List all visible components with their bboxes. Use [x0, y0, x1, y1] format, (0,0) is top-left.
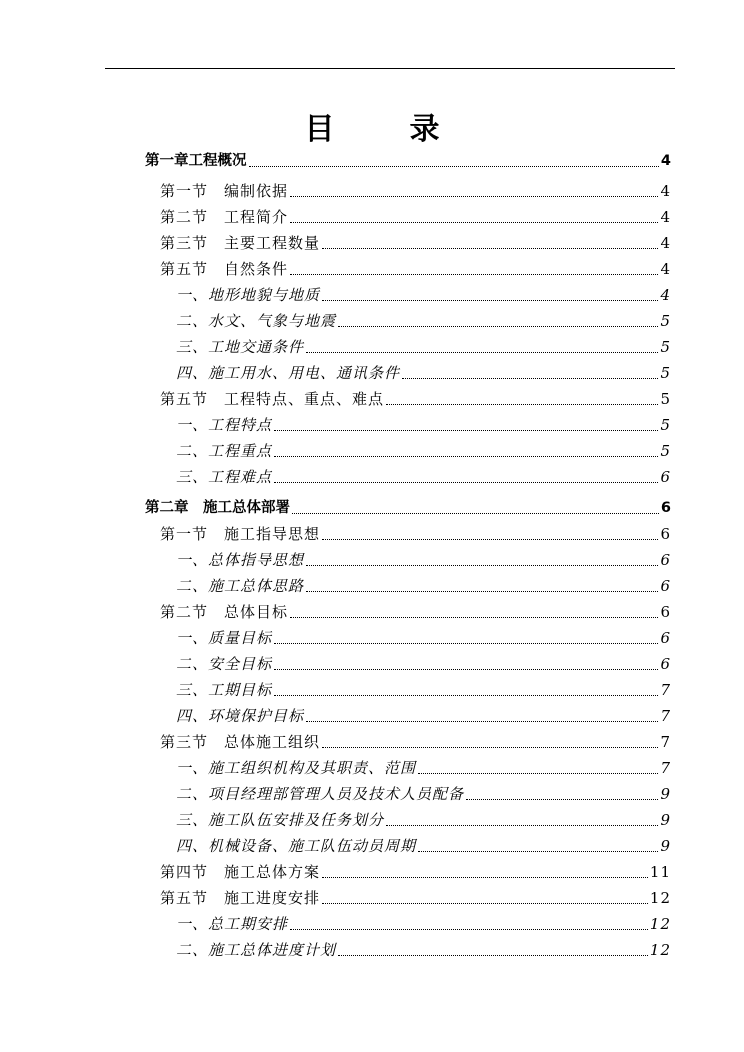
toc-dot-leader	[322, 877, 648, 878]
toc-entry-label: 第三节 主要工程数量	[160, 234, 321, 252]
toc-dot-leader	[249, 166, 659, 167]
toc-dot-leader	[274, 695, 658, 696]
toc-entry-label: 第一节 施工指导思想	[160, 525, 321, 543]
toc-entry[interactable]	[176, 333, 671, 357]
toc-entry-label: 二、施工总体进度计划	[176, 941, 337, 959]
toc-entry[interactable]	[176, 624, 671, 648]
toc-entry[interactable]	[176, 780, 671, 804]
toc-dot-leader	[306, 352, 658, 353]
toc-entry-label: 二、项目经理部管理人员及技术人员配备	[176, 785, 465, 803]
toc-entry-page: 9	[660, 811, 671, 829]
toc-entry-page: 7	[660, 759, 671, 777]
toc-entry-page: 5	[660, 312, 671, 330]
toc-entry-page: 5	[660, 390, 671, 408]
toc-entry-page: 4	[660, 234, 671, 252]
toc-entry-page: 7	[660, 707, 671, 725]
toc-entry[interactable]	[176, 832, 671, 856]
toc-entry[interactable]	[160, 177, 671, 201]
toc-entry-page: 4	[660, 260, 671, 278]
toc-entry-label: 一、总工期安排	[176, 915, 289, 933]
toc-entry[interactable]	[160, 229, 671, 253]
toc-entry-page: 6	[660, 525, 671, 543]
toc-dot-leader	[292, 513, 659, 514]
toc-entry-page: 12	[649, 915, 671, 933]
toc-entry-page: 9	[660, 785, 671, 803]
toc-entry-page: 9	[660, 837, 671, 855]
toc-entry-page: 4	[660, 153, 671, 169]
toc-title-char-2: 录	[409, 112, 440, 147]
toc-dot-leader	[274, 456, 658, 457]
toc-entry[interactable]	[160, 520, 671, 544]
toc-entry-page: 12	[649, 889, 671, 907]
toc-entry-label: 第一章工程概况	[145, 153, 247, 169]
toc-dot-leader	[274, 482, 658, 483]
toc-entry[interactable]	[176, 463, 671, 487]
toc-dot-leader	[290, 617, 658, 618]
toc-entry-label: 三、工期目标	[176, 681, 273, 699]
toc-entry-label: 第五节 工程特点、重点、难点	[160, 390, 385, 408]
toc-entry-page: 5	[660, 442, 671, 460]
toc-entry[interactable]	[160, 598, 671, 622]
toc-entry[interactable]	[176, 359, 671, 383]
toc-entry-label: 一、工程特点	[176, 416, 273, 434]
toc-entry-label: 二、水文、气象与地震	[176, 312, 337, 330]
toc-entry-page: 6	[660, 468, 671, 486]
toc-entry[interactable]	[160, 385, 671, 409]
toc-entry-label: 一、质量目标	[176, 629, 273, 647]
toc-entry-page: 4	[660, 182, 671, 200]
toc-dot-leader	[290, 196, 658, 197]
toc-entry-page: 5	[660, 364, 671, 382]
toc-entry-label: 第二节 总体目标	[160, 603, 289, 621]
toc-entry-label: 二、工程重点	[176, 442, 273, 460]
toc-entry-page: 6	[660, 577, 671, 595]
toc-entry[interactable]	[176, 910, 671, 934]
toc-dot-leader	[322, 300, 658, 301]
toc-entry[interactable]	[176, 572, 671, 596]
toc-dot-leader	[274, 669, 658, 670]
toc-entry-label: 一、总体指导思想	[176, 551, 305, 569]
toc-entry-label: 三、施工队伍安排及任务划分	[176, 811, 385, 829]
toc-entry-label: 第五节 自然条件	[160, 260, 289, 278]
toc-entry-label: 第四节 施工总体方案	[160, 863, 321, 881]
toc-entry-page: 4	[660, 208, 671, 226]
toc-entry[interactable]	[145, 494, 671, 518]
toc-entry-label: 第二章 施工总体部署	[145, 500, 290, 516]
toc-entry-label: 第一节 编制依据	[160, 182, 289, 200]
toc-entry-label: 一、施工组织机构及其职责、范围	[176, 759, 417, 777]
toc-entry-page: 7	[660, 681, 671, 699]
toc-dot-leader	[290, 222, 658, 223]
toc-entry-page: 7	[660, 733, 671, 751]
toc-dot-leader	[386, 404, 658, 405]
toc-entry-page: 5	[660, 338, 671, 356]
toc-dot-leader	[306, 591, 658, 592]
toc-dot-leader	[306, 565, 658, 566]
toc-entry-label: 三、工程难点	[176, 468, 273, 486]
toc-entry-page: 4	[660, 286, 671, 304]
toc-dot-leader	[418, 773, 658, 774]
toc-entry-page: 12	[649, 941, 671, 959]
toc-dot-leader	[290, 274, 658, 275]
toc-dot-leader	[322, 248, 658, 249]
toc-dot-leader	[338, 326, 658, 327]
toc-dot-leader	[290, 929, 648, 930]
toc-entry-label: 三、工地交通条件	[176, 338, 305, 356]
toc-entry[interactable]	[176, 437, 671, 461]
toc-entry-label: 第二节 工程简介	[160, 208, 289, 226]
toc-dot-leader	[466, 799, 658, 800]
toc-entry[interactable]	[176, 650, 671, 674]
toc-entry-label: 第三节 总体施工组织	[160, 733, 321, 751]
toc-entry-page: 6	[660, 603, 671, 621]
toc-entry-label: 一、地形地貌与地质	[176, 286, 321, 304]
toc-entry-page: 6	[660, 551, 671, 569]
toc-entry-label: 四、环境保护目标	[176, 707, 305, 725]
toc-dot-leader	[418, 851, 658, 852]
toc-dot-leader	[306, 721, 658, 722]
toc-entry-label: 四、机械设备、施工队伍动员周期	[176, 837, 417, 855]
toc-entry-page: 5	[660, 416, 671, 434]
header-rule	[105, 68, 675, 69]
toc-entry[interactable]	[160, 884, 671, 908]
toc-entry-label: 二、安全目标	[176, 655, 273, 673]
toc-entry-page: 6	[660, 629, 671, 647]
toc-entry[interactable]	[160, 255, 671, 279]
toc-dot-leader	[274, 430, 658, 431]
toc-dot-leader	[402, 378, 658, 379]
toc-entry-label: 四、施工用水、用电、通讯条件	[176, 364, 401, 382]
toc-entry-label: 二、施工总体思路	[176, 577, 305, 595]
toc-dot-leader	[386, 825, 658, 826]
toc-entry[interactable]	[160, 203, 671, 227]
toc-entry[interactable]	[176, 411, 671, 435]
toc-entry-label: 第五节 施工进度安排	[160, 889, 321, 907]
toc-entry[interactable]	[176, 546, 671, 570]
toc-dot-leader	[322, 903, 648, 904]
toc-entry-page: 6	[660, 500, 671, 516]
toc-dot-leader	[322, 539, 658, 540]
toc-entry[interactable]	[160, 858, 671, 882]
toc-entry[interactable]	[176, 754, 671, 778]
toc-entry[interactable]	[176, 307, 671, 331]
toc-entry[interactable]	[176, 702, 671, 726]
toc-entry[interactable]	[176, 676, 671, 700]
toc-dot-leader	[322, 747, 658, 748]
toc-entry[interactable]	[160, 728, 671, 752]
toc-entry[interactable]	[176, 281, 671, 305]
toc-dot-leader	[338, 955, 648, 956]
toc-entry[interactable]	[145, 147, 671, 171]
toc-entry[interactable]	[176, 806, 671, 830]
toc-title-char-1: 目	[304, 112, 335, 147]
toc-entry-page: 11	[649, 863, 671, 881]
toc-entry[interactable]	[176, 936, 671, 960]
toc-entry-page: 6	[660, 655, 671, 673]
toc-title	[0, 104, 744, 148]
toc-dot-leader	[274, 643, 658, 644]
